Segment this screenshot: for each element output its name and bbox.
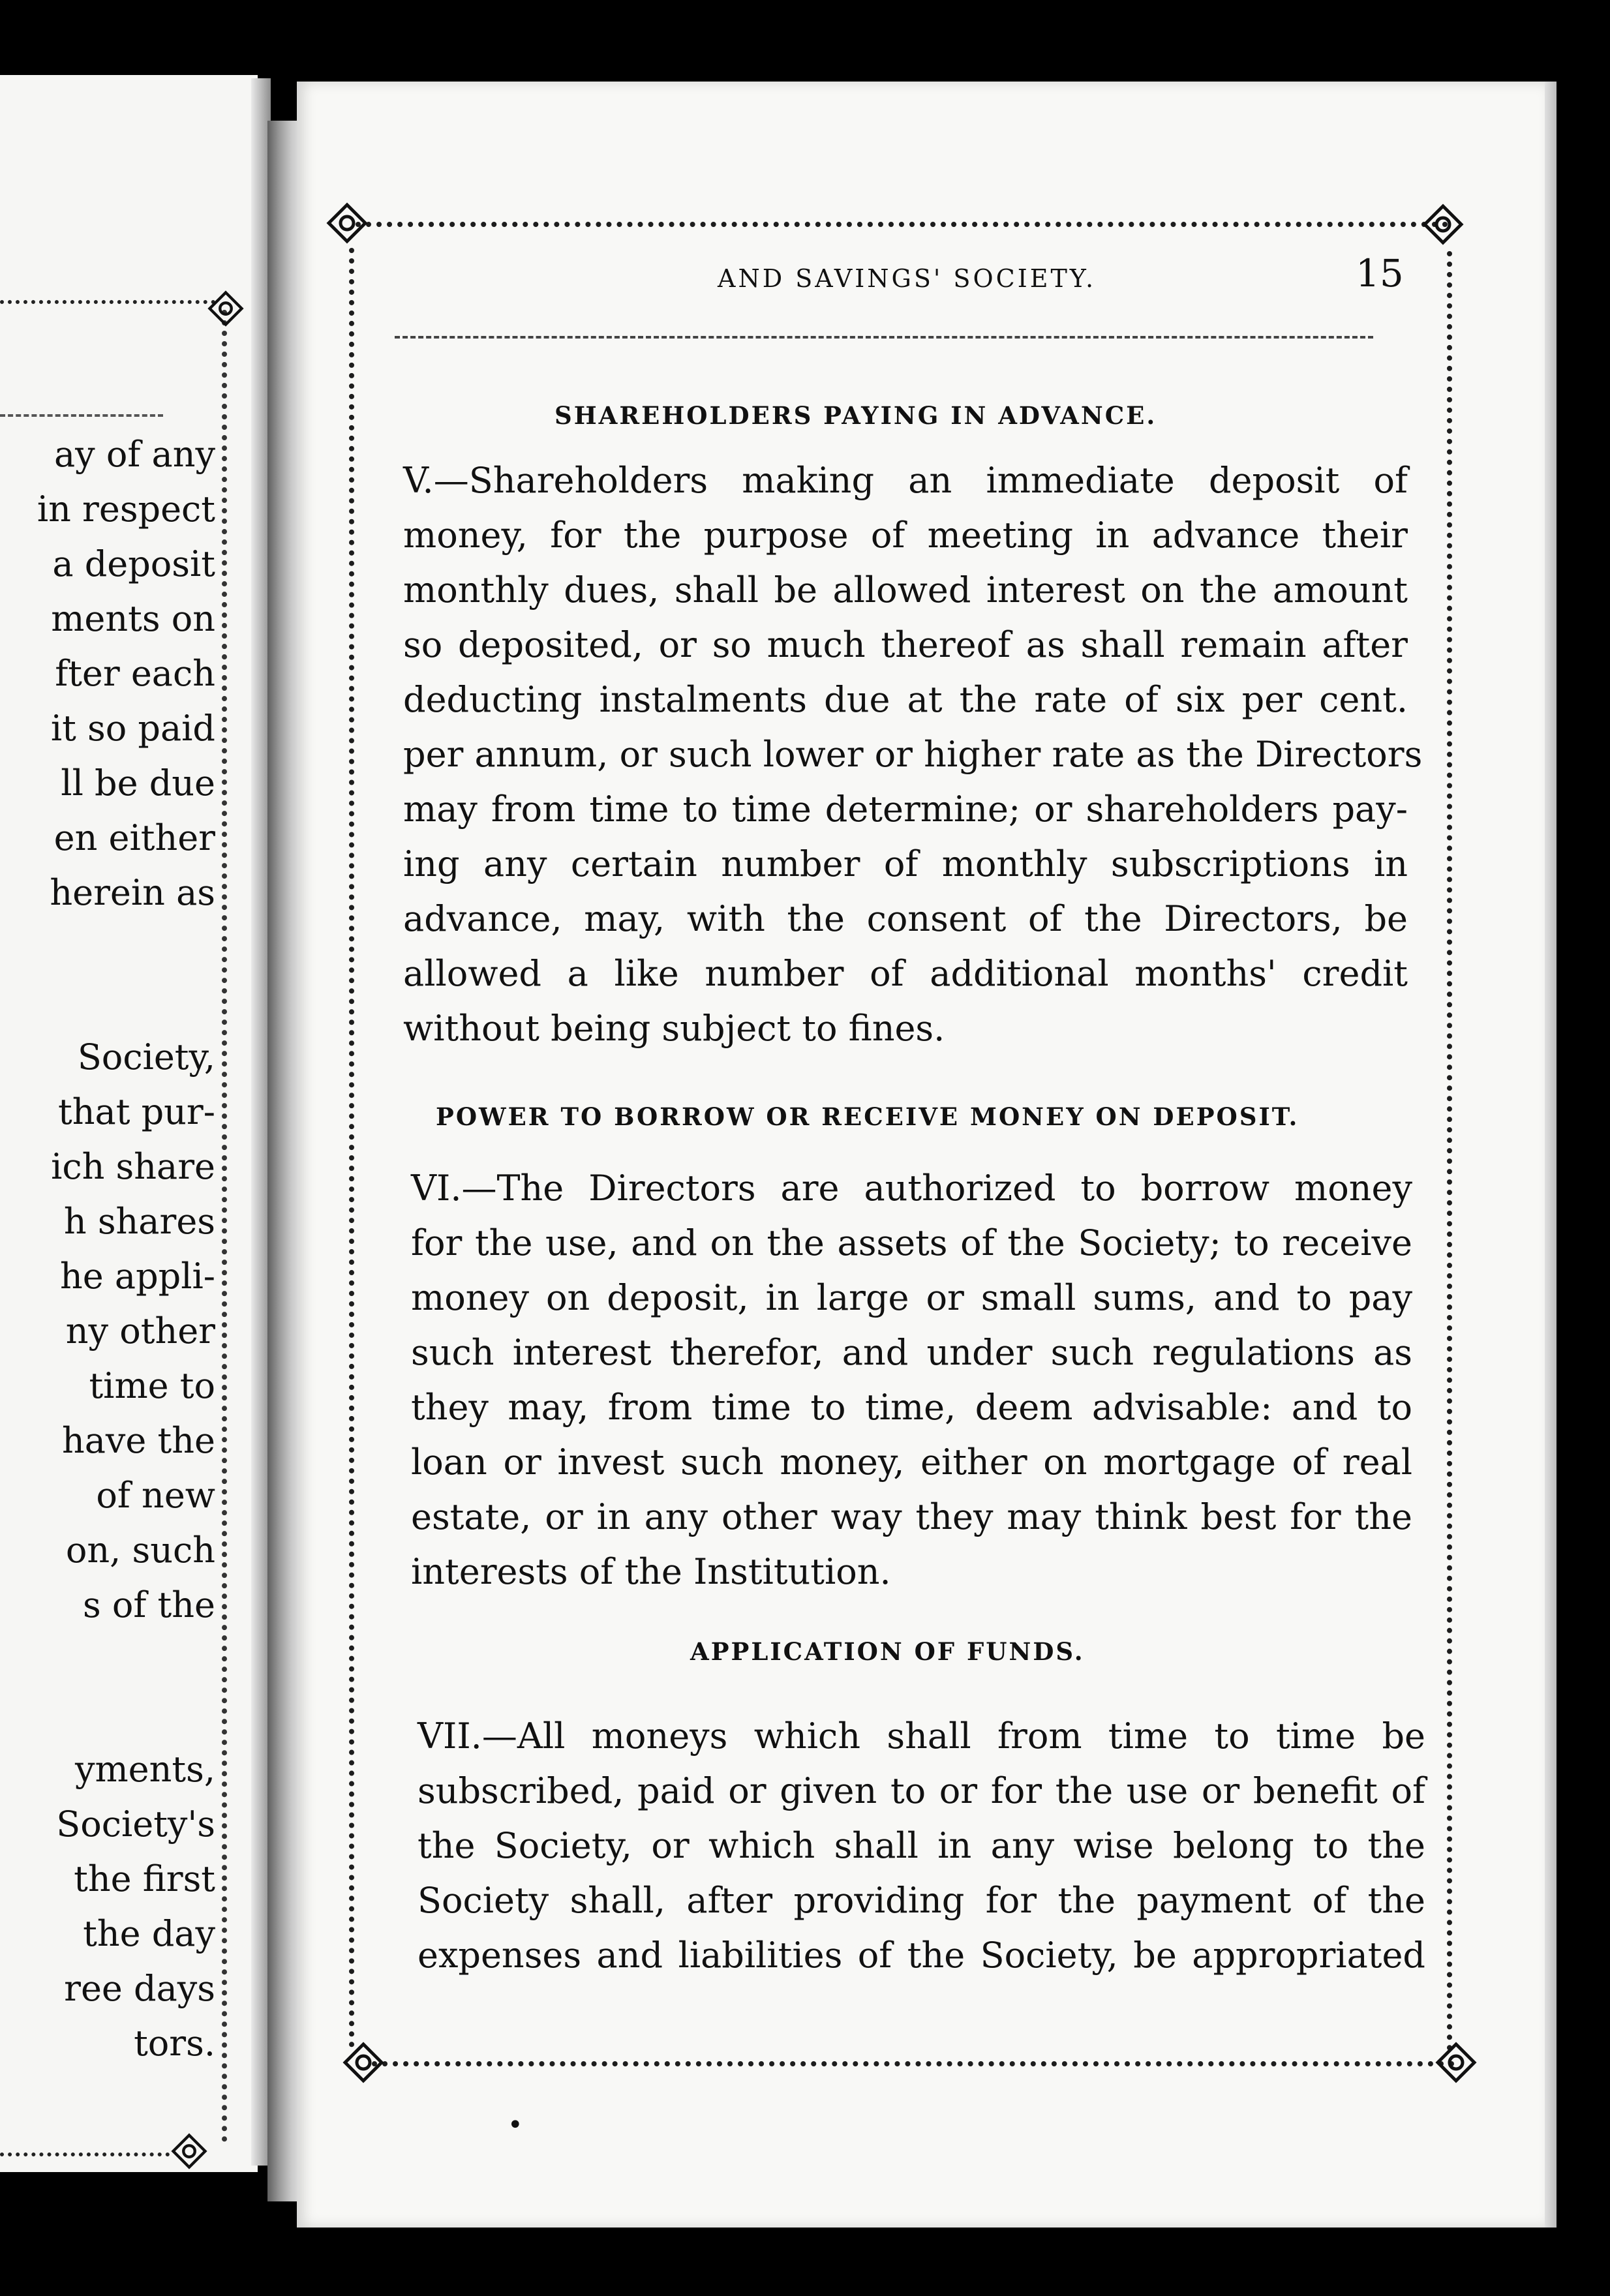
left-line: Society,	[77, 1036, 215, 1078]
left-line: time to	[89, 1365, 215, 1406]
left-line: have the	[61, 1420, 215, 1461]
left-line: ll be due	[61, 763, 215, 804]
paragraph-line: so deposited, or so much thereof as shall remain after	[403, 624, 1408, 665]
paragraph-line: money, for the purpose of meeting in advance their	[403, 515, 1408, 556]
left-line: he appli-	[59, 1256, 215, 1297]
ornament-corner-icon	[1435, 2042, 1477, 2083]
page-edge	[1545, 82, 1557, 2228]
left-line	[0, 1633, 215, 1687]
paragraph-line: Society shall, after providing for the payment of the	[418, 1880, 1425, 1921]
ornament-corner-icon	[171, 2133, 207, 2169]
paragraph-line: they may, from time to time, deem advisable: and to	[411, 1387, 1412, 1428]
paragraph-line: V.—Shareholders making an immediate deposit of	[403, 460, 1408, 501]
paragraph-line: deducting instalments due at the rate of six per cent.	[403, 679, 1408, 720]
left-line: ay of any	[53, 434, 215, 475]
ornament-corner-icon	[207, 290, 244, 327]
left-line: of new	[96, 1475, 215, 1516]
ornament-corner-icon	[1422, 204, 1464, 245]
left-facing-page	[0, 75, 258, 2172]
left-line: s of the	[83, 1584, 215, 1625]
section-heading: APPLICATION OF FUNDS.	[690, 1637, 1085, 1666]
header-rule	[395, 336, 1373, 345]
section-heading: SHAREHOLDERS PAYING IN ADVANCE.	[554, 401, 1157, 430]
left-line	[0, 920, 215, 975]
paragraph-line: may from time to time determine; or shareholders pay-	[403, 789, 1408, 830]
paragraph-line: for the use, and on the assets of the Society; to receive	[411, 1222, 1412, 1263]
left-line	[0, 975, 215, 1030]
left-line	[0, 1687, 215, 1742]
section-paragraph	[411, 1161, 1412, 1599]
left-line: herein as	[50, 872, 215, 913]
paragraph-line: without being subject to fines.	[403, 1008, 945, 1049]
ornamental-border-top	[356, 222, 1448, 227]
paragraph-line: monthly dues, shall be allowed interest on the amount	[403, 569, 1408, 611]
left-page-bottom-border	[0, 2152, 170, 2166]
section-paragraph	[403, 453, 1423, 1056]
left-line: the day	[83, 1913, 215, 1954]
left-line: fter each	[55, 653, 215, 694]
ornament-corner-icon	[342, 2042, 384, 2083]
left-line: on, such	[65, 1530, 215, 1571]
left-page-header-rule	[0, 414, 163, 417]
running-head: AND SAVINGS' SOCIETY.	[718, 264, 1097, 293]
left-line: yments,	[74, 1749, 215, 1790]
left-line: h shares	[63, 1201, 215, 1242]
paragraph-line: expenses and liabilities of the Society, be appropriated	[418, 1935, 1425, 1976]
left-line: that pur-	[58, 1091, 215, 1132]
paragraph-line: loan or invest such money, either on mortgage of real	[411, 1442, 1412, 1483]
left-page-text	[0, 427, 215, 2071]
left-line: it so paid	[50, 708, 215, 749]
footer-mark: •	[508, 2110, 523, 2140]
left-line: in respect	[37, 489, 215, 530]
page-number: 15	[1356, 251, 1404, 295]
left-line: ny other	[65, 1310, 215, 1352]
section-heading: POWER TO BORROW OR RECEIVE MONEY ON DEPOSIT.	[436, 1102, 1299, 1131]
left-line: Society's	[56, 1804, 215, 1845]
left-line: tors.	[134, 2023, 215, 2064]
paragraph-line: VI.—The Directors are authorized to borrow money	[411, 1168, 1412, 1209]
paragraph-line: estate, or in any other way they may think best for the	[411, 1496, 1412, 1537]
paragraph-line: money on deposit, in large or small sums, and to pay	[411, 1277, 1412, 1318]
left-line: the first	[74, 1858, 215, 1899]
ornamental-border-left	[349, 248, 354, 2048]
paragraph-line: such interest therefor, and under such regulations as	[411, 1332, 1412, 1373]
paragraph-line: VII.—All moneys which shall from time to time be	[418, 1715, 1425, 1757]
section-paragraph	[418, 1709, 1425, 1983]
left-line: ree days	[64, 1968, 215, 2009]
left-line: ich share	[51, 1146, 215, 1187]
ornamental-border-bottom	[372, 2061, 1455, 2066]
left-line: a deposit	[52, 543, 215, 584]
left-line: en either	[53, 817, 215, 858]
ornamental-border-right	[1447, 251, 1452, 2051]
paragraph-line: subscribed, paid or given to or for the use or benefit of	[418, 1770, 1425, 1811]
paragraph-line: advance, may, with the consent of the Directors, be	[403, 898, 1408, 939]
paragraph-line: interests of the Institution.	[411, 1551, 891, 1592]
paragraph-line: the Society, or which shall in any wise belong to the	[418, 1825, 1425, 1866]
left-page-right-border	[222, 310, 227, 2143]
ornament-corner-icon	[326, 202, 368, 244]
paragraph-line: ing any certain number of monthly subscriptions in	[403, 843, 1408, 884]
left-line: ments on	[51, 598, 215, 639]
paragraph-line: per annum, or such lower or higher rate as the Directors	[403, 734, 1423, 775]
paragraph-line: allowed a like number of additional months' credit	[403, 953, 1408, 994]
left-page-top-border	[0, 300, 215, 313]
